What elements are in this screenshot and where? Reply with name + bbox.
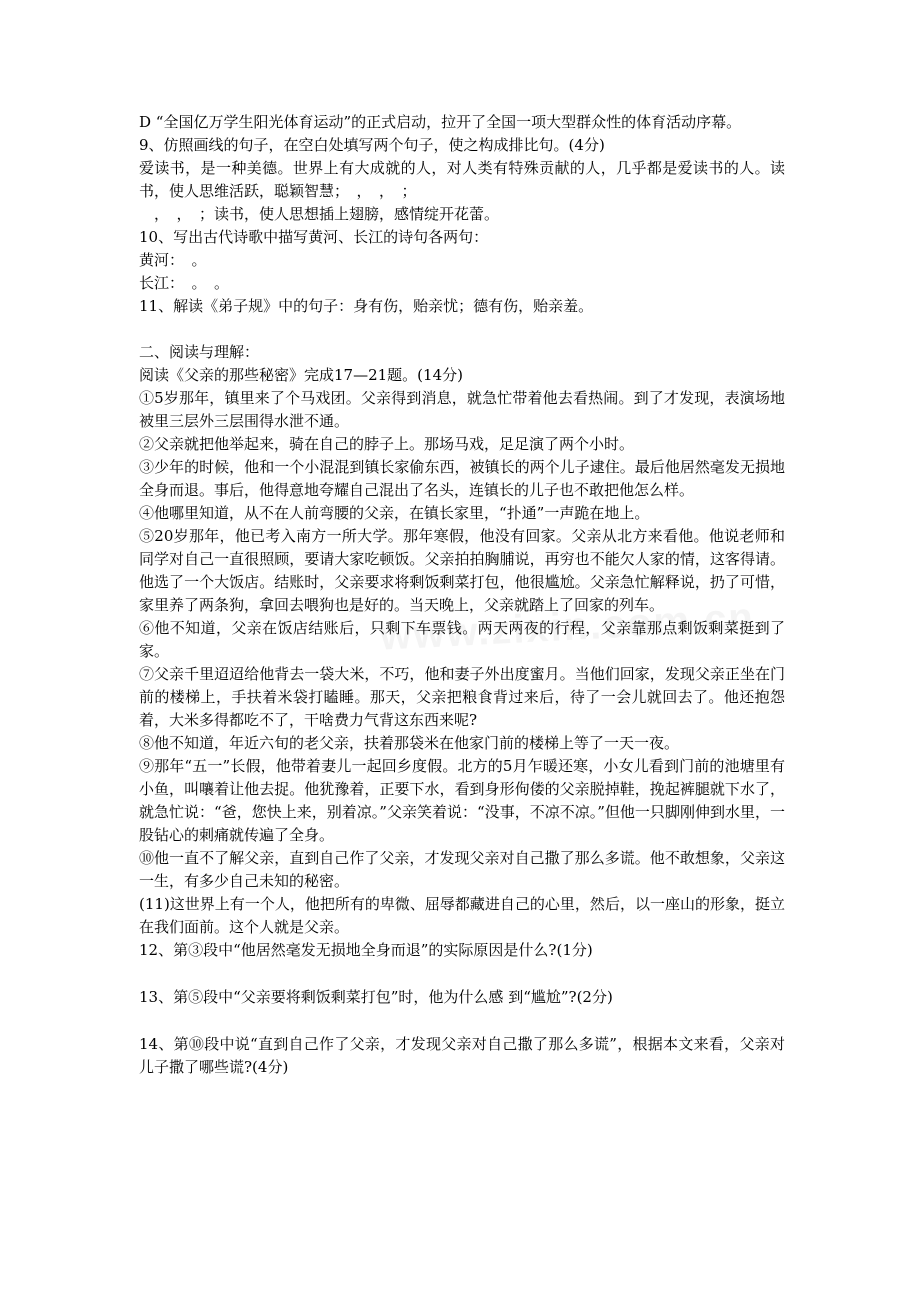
question-12: 12、第③段中“他居然毫发无损地全身而退”的实际原因是什么?(1分): [139, 941, 593, 959]
paragraph-10: ⑩他一直不了解父亲，直到自己作了父亲，才发现父亲对自己撒了那么多谎。他不敢想象，父亲这一生，有多少自己未知的秘密。: [139, 849, 785, 890]
q8-option-d: D “全国亿万学生阳光体育运动”的正式启动，拉开了全国一项大型群众性的体育活动序幕。: [139, 113, 742, 131]
paragraph-3: ③少年的时候，他和一个小混混到镇长家偷东西，被镇长的两个儿子逮住。最后他居然毫发无损地全身而退。事后，他得意地夸耀自己混出了名头，连镇长的儿子也不敢把他怎么样。: [139, 458, 785, 499]
paragraph-8: ⑧他不知道，年近六旬的老父亲，扶着那袋米在他家门前的楼梯上等了一天一夜。: [139, 734, 680, 752]
paragraph-11: (11)这世界上有一个人，他把所有的卑微、屈辱都藏进自己的心里，然后，以一座山的形象，挺立在我们面前。这个人就是父亲。: [139, 895, 785, 936]
paragraph-6: ⑥他不知道，父亲在饭店结账后，只剩下车票钱。两天两夜的行程，父亲靠那点剩饭剩菜挺到了家。: [139, 619, 785, 660]
reading-intro: 阅读《父亲的那些秘密》完成17—21题。(14分): [139, 366, 463, 384]
paragraph-1: ①5岁那年，镇里来了个马戏团。父亲得到消息，就急忙带着他去看热闹。到了才发现，表演场地被里三层外三层围得水泄不通。: [139, 389, 785, 430]
paragraph-5: ⑤20岁那年，他已考入南方一所大学。那年寒假，他没有回家。父亲从北方来看他。他说老师和同学对自己一直很照顾，要请大家吃顿饭。父亲拍拍胸脯说，再穷也不能欠人家的情，这客得请。他选了一个大饭店。结账时，父亲要求将剩饭剩菜打包，他很尴尬。父亲急忙解释说，扔了可惜，家里养了两条狗，拿回去喂狗也是好的。当天晚上，父亲就踏上了回家的列车。: [139, 527, 785, 614]
paragraph-9: ⑨那年“五一”长假，他带着妻儿一起回乡度假。北方的5月乍暖还寒，小女儿看到门前的池塘里有小鱼，叫嚷着让他去捉。他犹豫着，正要下水，看到身形佝偻的父亲脱掉鞋，挽起裤腿就下水了，就急忙说：“爸，您快上来，别着凉。”父亲笑着说：“没事，不凉不凉。”但他一只脚刚伸到水里，一股钻心的刺痛就传遍了全身。: [139, 757, 785, 844]
q10-yangtze: 长江： 。 。: [139, 274, 230, 292]
q9-prompt: 9、仿照画线的句子，在空白处填写两个句子，使之构成排比句。(4分): [139, 136, 605, 154]
section-two-title: 二、阅读与理解：: [139, 343, 260, 361]
q11-prompt: 11、解读《弟子规》中的句子：身有伤，贻亲忧；德有伤，贻亲羞。: [139, 297, 594, 315]
paragraph-7: ⑦父亲千里迢迢给他背去一袋大米，不巧，他和妻子外出度蜜月。当他们回家，发现父亲正坐在门前的楼梯上，手扶着米袋打瞌睡。那天，父亲把粮食背过来后，待了一会儿就回去了。他还抱怨着，大米多得都吃不了，干啥费力气背这东西来呢?: [139, 665, 785, 729]
q10-prompt: 10、写出古代诗歌中描写黄河、长江的诗句各两句：: [139, 228, 489, 246]
paragraph-4: ④他哪里知道，从不在人前弯腰的父亲，在镇长家里，“扑通”一声跪在地上。: [139, 504, 650, 522]
answer-space-12: [139, 962, 785, 986]
spacer: [139, 318, 785, 341]
question-14: 14、第⑩段中说“直到自己作了父亲，才发现父亲对自己撒了那么多谎”，根据本文来看，父亲对儿子撒了哪些谎?(4分): [139, 1035, 785, 1076]
q9-text-2: ， ， ；读书，使人思想插上翅膀，感情绽开花蕾。: [139, 205, 500, 223]
document-page: [139, 111, 785, 1079]
q9-text-1: 爱读书，是一种美德。世界上有大成就的人，对人类有特殊贡献的人，几乎都是爱读书的人。读书，使人思维活跃，聪颖智慧； ， ， ；: [139, 159, 785, 200]
paragraph-2: ②父亲就把他举起来，骑在自己的脖子上。那场马戏，足足演了两个小时。: [139, 435, 635, 453]
answer-space-13: [139, 1009, 785, 1033]
question-13: 13、第⑤段中“父亲要将剩饭剩菜打包”时，他为什么感 到“尴尬”?(2分): [139, 988, 613, 1006]
q10-yellow-river: 黄河： 。: [139, 251, 207, 269]
